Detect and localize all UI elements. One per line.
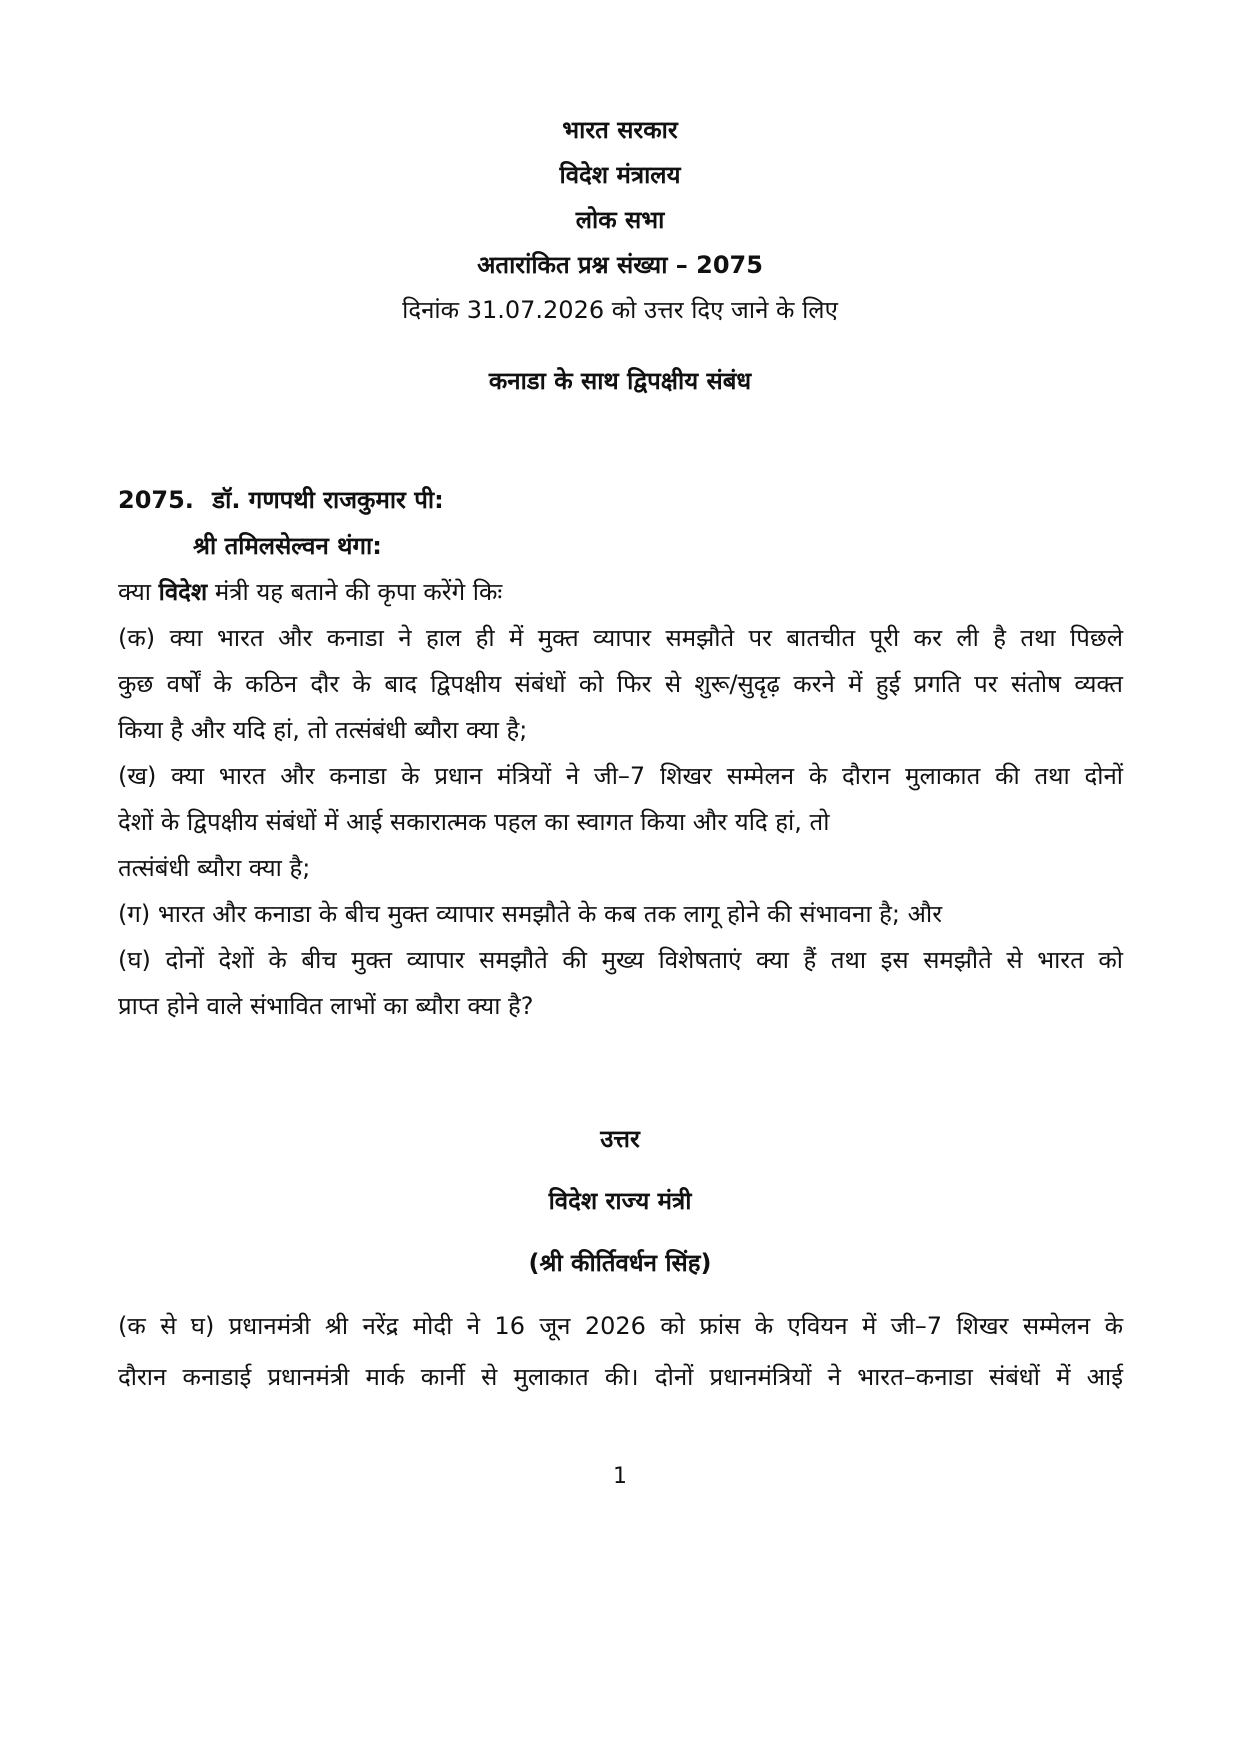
part-b-line-3: तत्संबंधी ब्यौरा क्या है; (118, 854, 311, 882)
answer-line-2: दौरान कनाडाई प्रधानमंत्री मार्क कार्नी से मुलाकात की। दोनों प्रधानमंत्रियों ने भारत–कनाडा संबंधों में आई (118, 1363, 1123, 1391)
ministry-title: विदेश मंत्रालय (559, 161, 681, 189)
answer-heading: उत्तर (600, 1125, 640, 1153)
part-a-line-2: कुछ वर्षों के कठिन दौर के बाद द्विपक्षीय संबंधों को फिर से शुरू/सुदृढ़ करने में हुई प्रगति पर संतोष व्यक्त (118, 670, 1123, 698)
question-intro (118, 576, 502, 608)
part-c-line: (ग) भारत और कनाडा के बीच मुक्त व्यापार समझौते के कब तक लागू होने की संभावना है; और (118, 900, 943, 928)
subject-title: कनाडा के साथ द्विपक्षीय संबंध (488, 367, 752, 395)
question-members-line-1 (118, 484, 444, 516)
question-number-heading: अतारांकित प्रश्न संख्या – 2075 (477, 251, 763, 279)
intro-ministry: विदेश (158, 578, 208, 606)
government-title: भारत सरकार (562, 116, 678, 144)
member-name-2: श्री तमिलसेल्वन थंगा: (193, 532, 382, 560)
minister-title: विदेश राज्य मंत्री (548, 1187, 692, 1215)
page-number: 1 (613, 1464, 627, 1489)
minister-name: (श्री कीर्तिवर्धन सिंह) (528, 1249, 712, 1277)
intro-prefix: क्या (118, 578, 151, 606)
part-b-line-1: (ख) क्या भारत और कनाडा के प्रधान मंत्रियों ने जी–7 शिखर सम्मेलन के दौरान मुलाकात की तथा दोनों (118, 762, 1123, 790)
part-d-line-2: प्राप्त होने वाले संभावित लाभों का ब्यौरा क्या है? (118, 992, 534, 1020)
question-number: 2075. (118, 486, 194, 514)
part-d-line-1: (घ) दोनों देशों के बीच मुक्त व्यापार समझौते की मुख्य विशेषताएं क्या हैं तथा इस समझौते से भारत को (118, 946, 1123, 974)
answer-date: दिनांक 31.07.2026 को उत्तर दिए जाने के लिए (402, 296, 838, 324)
house-title: लोक सभा (575, 206, 665, 234)
part-b-line-2: देशों के द्विपक्षीय संबंधों में आई सकारात्मक पहल का स्वागत किया और यदि हां, तो (118, 808, 830, 836)
member-name-1: डॉ. गणपथी राजकुमार पी: (212, 486, 444, 514)
intro-suffix: मंत्री यह बताने की कृपा करेंगे किः (214, 578, 503, 606)
answer-line-1: (क से घ) प्रधानमंत्री श्री नरेंद्र मोदी ने 16 जून 2026 को फ्रांस के एवियन में जी–7 शिखर सम्मेलन के (118, 1312, 1123, 1340)
part-a-line-1: (क) क्या भारत और कनाडा ने हाल ही में मुक्त व्यापार समझौते पर बातचीत पूरी कर ली है तथा पिछले (118, 624, 1123, 652)
part-a-line-3: किया है और यदि हां, तो तत्संबंधी ब्यौरा क्या है; (118, 716, 528, 744)
